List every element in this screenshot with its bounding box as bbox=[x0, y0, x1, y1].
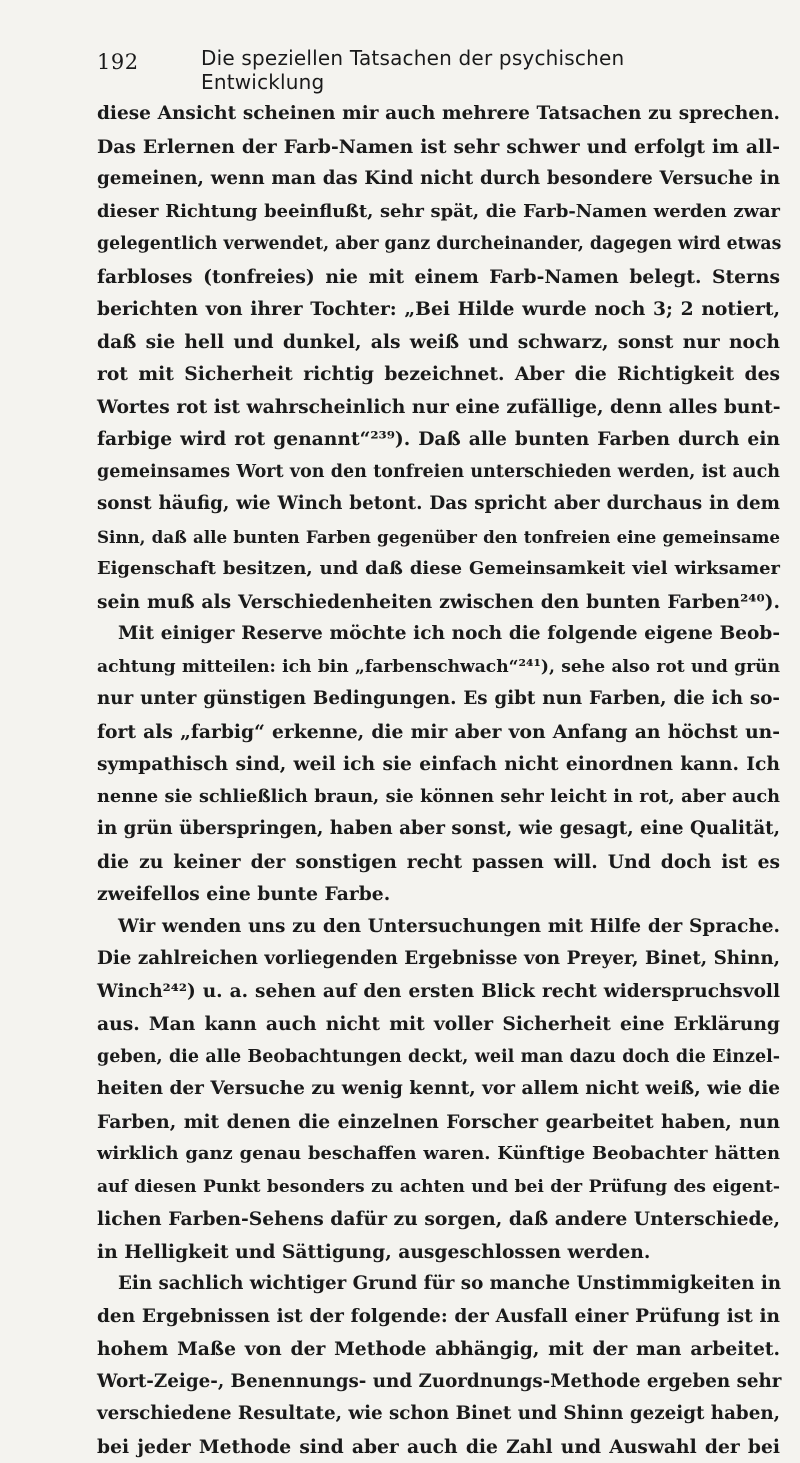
text-line: Eigenschaft besitzen, und daß diese Gemeinsamkeit viel wirksamer bbox=[97, 553, 780, 586]
text-line: wirklich ganz genau beschaffen waren. Künftige Beobachter hätten bbox=[97, 1138, 780, 1171]
text-line: Wort-Zeige-, Benennungs- und Zuordnungs-Methode ergeben sehr bbox=[97, 1366, 780, 1399]
text-line: Ein sachlich wichtiger Grund für so manche Unstimmigkeiten in bbox=[97, 1268, 780, 1301]
text-line: lichen Farben-Sehens dafür zu sorgen, daß andere Unterschiede, bbox=[97, 1203, 780, 1236]
text-line: aus. Man kann auch nicht mit voller Sicherheit eine Erklärung bbox=[97, 1008, 780, 1041]
text-line: in Helligkeit und Sättigung, ausgeschlossen werden. bbox=[97, 1236, 780, 1269]
text-line: berichten von ihrer Tochter: „Bei Hilde wurde noch 3; 2 notiert, bbox=[97, 293, 780, 326]
text-line: Die zahlreichen vorliegenden Ergebnisse von Preyer, Binet, Shinn, bbox=[97, 943, 780, 976]
text-line: daß sie hell und dunkel, als weiß und schwarz, sonst nur noch bbox=[97, 326, 780, 359]
text-line: bei jeder Methode sind aber auch die Zahl und Auswahl der bei bbox=[97, 1431, 780, 1463]
text-line: verschiedene Resultate, wie schon Binet und Shinn gezeigt haben, bbox=[97, 1398, 780, 1431]
text-line: Das Erlernen der Farb-Namen ist sehr schwer und erfolgt im all- bbox=[97, 131, 780, 164]
page-number: 192 bbox=[97, 50, 139, 74]
text-line: heiten der Versuche zu wenig kennt, vor allem nicht weiß, wie die bbox=[97, 1073, 780, 1106]
body-text bbox=[97, 98, 780, 1463]
text-line: den Ergebnissen ist der folgende: der Ausfall einer Prüfung ist in bbox=[97, 1301, 780, 1334]
text-line: Wir wenden uns zu den Untersuchungen mit Hilfe der Sprache. bbox=[97, 911, 780, 944]
page-header bbox=[97, 46, 737, 82]
text-line: hohem Maße von der Methode abhängig, mit der man arbeitet. bbox=[97, 1333, 780, 1366]
text-line: gemeinen, wenn man das Kind nicht durch besondere Versuche in bbox=[97, 163, 780, 196]
text-line: Wortes rot ist wahrscheinlich nur eine zufällige, denn alles bunt- bbox=[97, 391, 780, 424]
text-line: nenne sie schließlich braun, sie können sehr leicht in rot, aber auch bbox=[97, 781, 780, 814]
running-head: Die speziellen Tatsachen der psychischen Entwicklung bbox=[201, 46, 737, 94]
text-line: Sinn, daß alle bunten Farben gegenüber den tonfreien eine gemeinsame bbox=[97, 521, 780, 554]
text-line: rot mit Sicherheit richtig bezeichnet. Aber die Richtigkeit des bbox=[97, 358, 780, 391]
text-line: sonst häufig, wie Winch betont. Das spricht aber durchaus in dem bbox=[97, 488, 780, 521]
text-line: Winch²⁴²) u. a. sehen auf den ersten Blick recht widerspruchsvoll bbox=[97, 976, 780, 1009]
text-line: die zu keiner der sonstigen recht passen will. Und doch ist es bbox=[97, 846, 780, 879]
text-line: farbige wird rot genannt“²³⁹). Daß alle bunten Farben durch ein bbox=[97, 423, 780, 456]
text-line: auf diesen Punkt besonders zu achten und bei der Prüfung des eigent- bbox=[97, 1171, 780, 1204]
text-line: geben, die alle Beobachtungen deckt, weil man dazu doch die Einzel- bbox=[97, 1041, 780, 1074]
text-line: Mit einiger Reserve möchte ich noch die folgende eigene Beob- bbox=[97, 618, 780, 651]
text-line: in grün überspringen, haben aber sonst, wie gesagt, eine Qualität, bbox=[97, 813, 780, 846]
text-line: diese Ansicht scheinen mir auch mehrere Tatsachen zu sprechen. bbox=[97, 98, 780, 131]
text-line: Farben, mit denen die einzelnen Forscher gearbeitet haben, nun bbox=[97, 1106, 780, 1139]
text-line: gemeinsames Wort von den tonfreien unterschieden werden, ist auch bbox=[97, 456, 780, 489]
text-line: dieser Richtung beeinflußt, sehr spät, die Farb-Namen werden zwar bbox=[97, 196, 780, 229]
text-line: sympathisch sind, weil ich sie einfach nicht einordnen kann. Ich bbox=[97, 748, 780, 781]
text-line: achtung mitteilen: ich bin „farbenschwach“²⁴¹), sehe also rot und grün bbox=[97, 651, 780, 684]
text-line: zweifellos eine bunte Farbe. bbox=[97, 878, 780, 911]
text-line: fort als „farbig“ erkenne, die mir aber von Anfang an höchst un- bbox=[97, 716, 780, 749]
text-line: gelegentlich verwendet, aber ganz durcheinander, dagegen wird etwas bbox=[97, 228, 780, 261]
text-line: sein muß als Verschiedenheiten zwischen den bunten Farben²⁴⁰). bbox=[97, 586, 780, 619]
text-line: farbloses (tonfreies) nie mit einem Farb-Namen belegt. Sterns bbox=[97, 261, 780, 294]
text-line: nur unter günstigen Bedingungen. Es gibt nun Farben, die ich so- bbox=[97, 683, 780, 716]
